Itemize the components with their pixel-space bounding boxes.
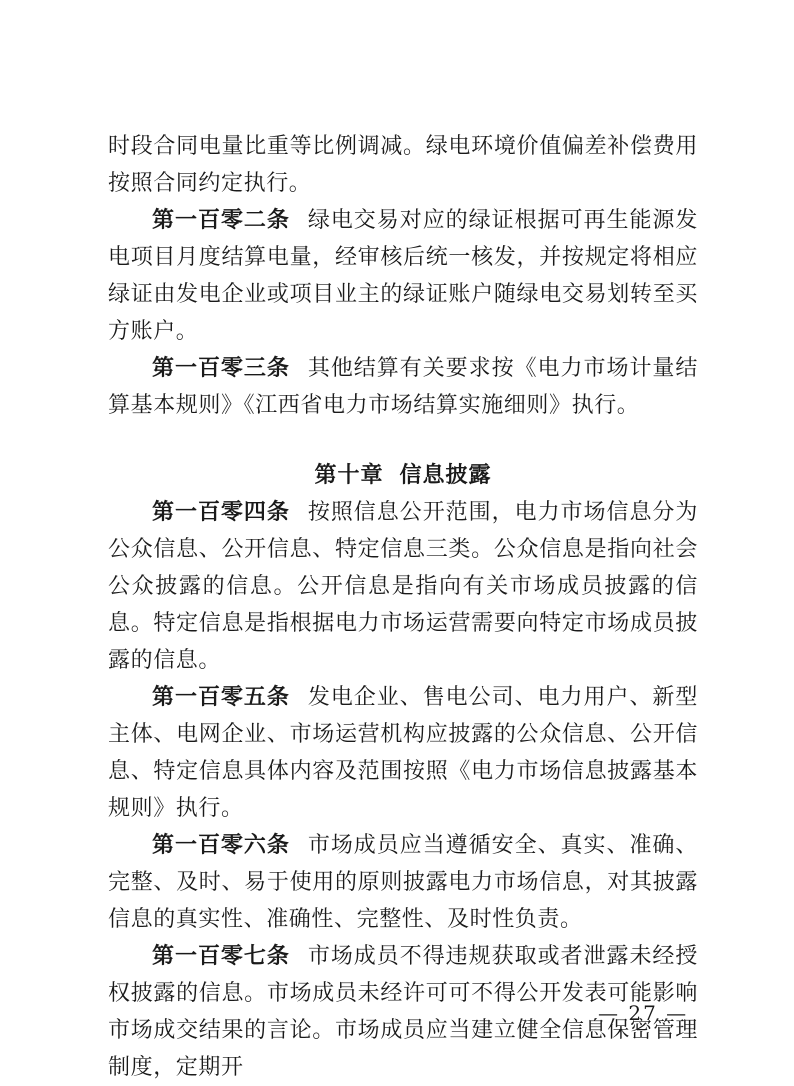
article-102: [108, 202, 698, 350]
article-106: [108, 827, 698, 938]
article-105: [108, 679, 698, 827]
article-heading: 第一百零四条: [152, 500, 290, 525]
paragraph-text: 时段合同电量比重等比例调减。绿电环境价值偏差补偿费用按照合同约定执行。: [108, 134, 698, 196]
article-text: 发电企业、售电公司、电力用户、新型主体、电网企业、市场运营机构应披露的公众信息、公开信息、特定信息具体内容及范围按照《电力市场信息披露基本规则》执行。: [108, 685, 698, 821]
article-heading: 第一百零二条: [152, 208, 290, 233]
article-heading: 第一百零三条: [152, 356, 290, 381]
chapter-title: [108, 457, 698, 494]
paragraph-continuation: [108, 128, 698, 202]
article-heading: 第一百零五条: [152, 685, 290, 710]
chapter-number: 第十章: [314, 463, 384, 488]
article-text: 其他结算有关要求按《电力市场计量结算基本规则》《江西省电力市场结算实施细则》执行。: [108, 356, 698, 418]
article-heading: 第一百零六条: [152, 833, 290, 858]
document-body: [108, 128, 698, 1086]
article-text: 市场成员不得违规获取或者泄露未经授权披露的信息。市场成员未经许可可不得公开发表可能影响市场成交结果的言论。市场成员应当建立健全信息保密管理制度，定期开: [108, 944, 698, 1080]
article-103: [108, 350, 698, 424]
chapter-name: 信息披露: [399, 463, 492, 488]
article-text: 绿电交易对应的绿证根据可再生能源发电项目月度结算电量，经审核后统一核发，并按规定将相应绿证由发电企业或项目业主的绿证账户随绿电交易划转至买方账户。: [108, 208, 698, 344]
page-number: — 27 —: [598, 1001, 689, 1025]
article-heading: 第一百零七条: [152, 944, 290, 969]
article-104: [108, 494, 698, 679]
article-text: 按照信息公开范围，电力市场信息分为公众信息、公开信息、特定信息三类。公众信息是指向社会公众披露的信息。公开信息是指向有关市场成员披露的信息。特定信息是指根据电力市场运营需要向特定市场成员披露的信息。: [108, 500, 698, 673]
article-text: 市场成员应当遵循安全、真实、准确、完整、及时、易于使用的原则披露电力市场信息，对其披露信息的真实性、准确性、完整性、及时性负责。: [108, 833, 698, 932]
